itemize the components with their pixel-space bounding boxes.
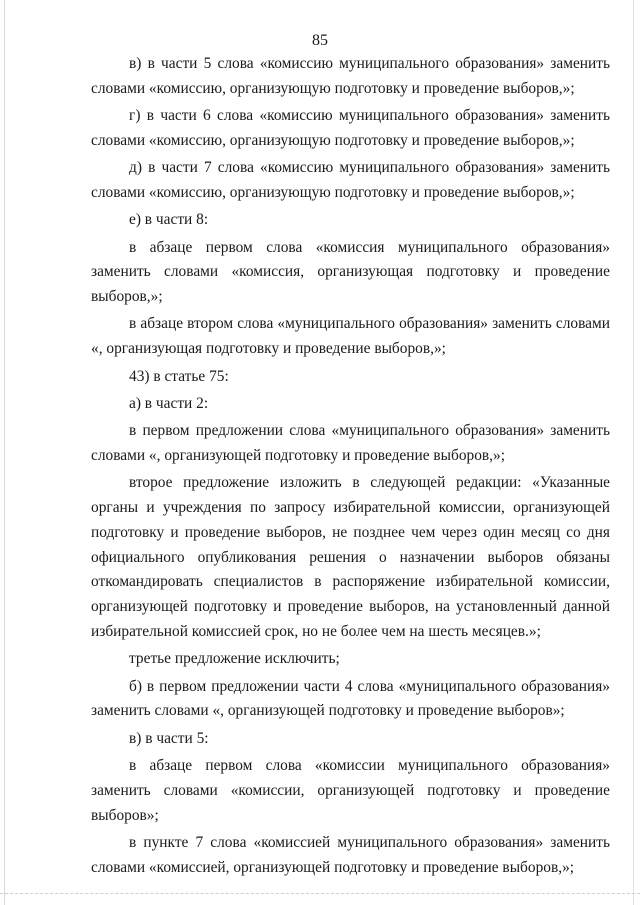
paragraph: в абзаце первом слова «комиссии муниципального образования» заменить словами «комиссии, организующей подготовку и проведение выборов»; — [91, 757, 610, 824]
paragraph: в пункте 7 слова «комиссией муниципального образования» заменить словами «комиссией, организующей подготовку и проведение выборов,»; — [91, 833, 610, 876]
paragraph: в абзаце первом слова «комиссия муниципального образования» заменить словами «комиссия, организующая подготовку и проведение выборов,»; — [91, 238, 610, 306]
page-number: 85 — [312, 32, 328, 49]
paragraph: в) в части 5: — [129, 729, 209, 747]
paragraph: г) в части 6 слова «комиссию муниципального образования» заменить словами «комиссию, организующую подготовку и проведение выборов,»; — [91, 107, 610, 149]
paragraph: б) в первом предложении части 4 слова «муниципального образования» заменить словами «, организующей подготовку и проведение выборов»; — [91, 677, 610, 720]
paragraph: в абзаце втором слова «муниципального образования» заменить словами «, организующая подготовку и проведение выборов,»; — [91, 315, 610, 358]
scan-bottom-edge — [0, 893, 640, 895]
document-body — [91, 52, 610, 883]
paragraph: 43) в статье 75: — [129, 367, 229, 385]
paragraph: в первом предложении слова «муниципального образования» заменить словами «, организующей подготовку и проведение выборов,»; — [91, 422, 610, 464]
paragraph: а) в части 2: — [129, 394, 209, 412]
scan-edge-left — [4, 0, 5, 905]
paragraph: в) в части 5 слова «комиссию муниципального образования» заменить словами «комиссию, организующую подготовку и проведение выборов,»; — [91, 55, 610, 97]
paragraph: второе предложение изложить в следующей редакции: «Указанные органы и учреждения по запросу избирательной комиссии, организующей подготовку и проведение выборов, не позднее чем через один месяц со дня официального опубликования решения о назначении выборов обязаны откомандировать специалистов в распоряжение избирательной комиссии, организующей подготовку и проведение выборов, на установленный данной избирательной комиссией срок, но не более чем на шесть месяцев.»; — [91, 474, 610, 641]
paragraph: е) в части 8: — [129, 211, 209, 229]
paragraph: д) в части 7 слова «комиссию муниципального образования» заменить словами «комиссию, организующую подготовку и проведение выборов,»; — [91, 159, 610, 201]
scan-edge-right — [633, 0, 634, 905]
paragraph: третье предложение исключить; — [129, 650, 340, 668]
